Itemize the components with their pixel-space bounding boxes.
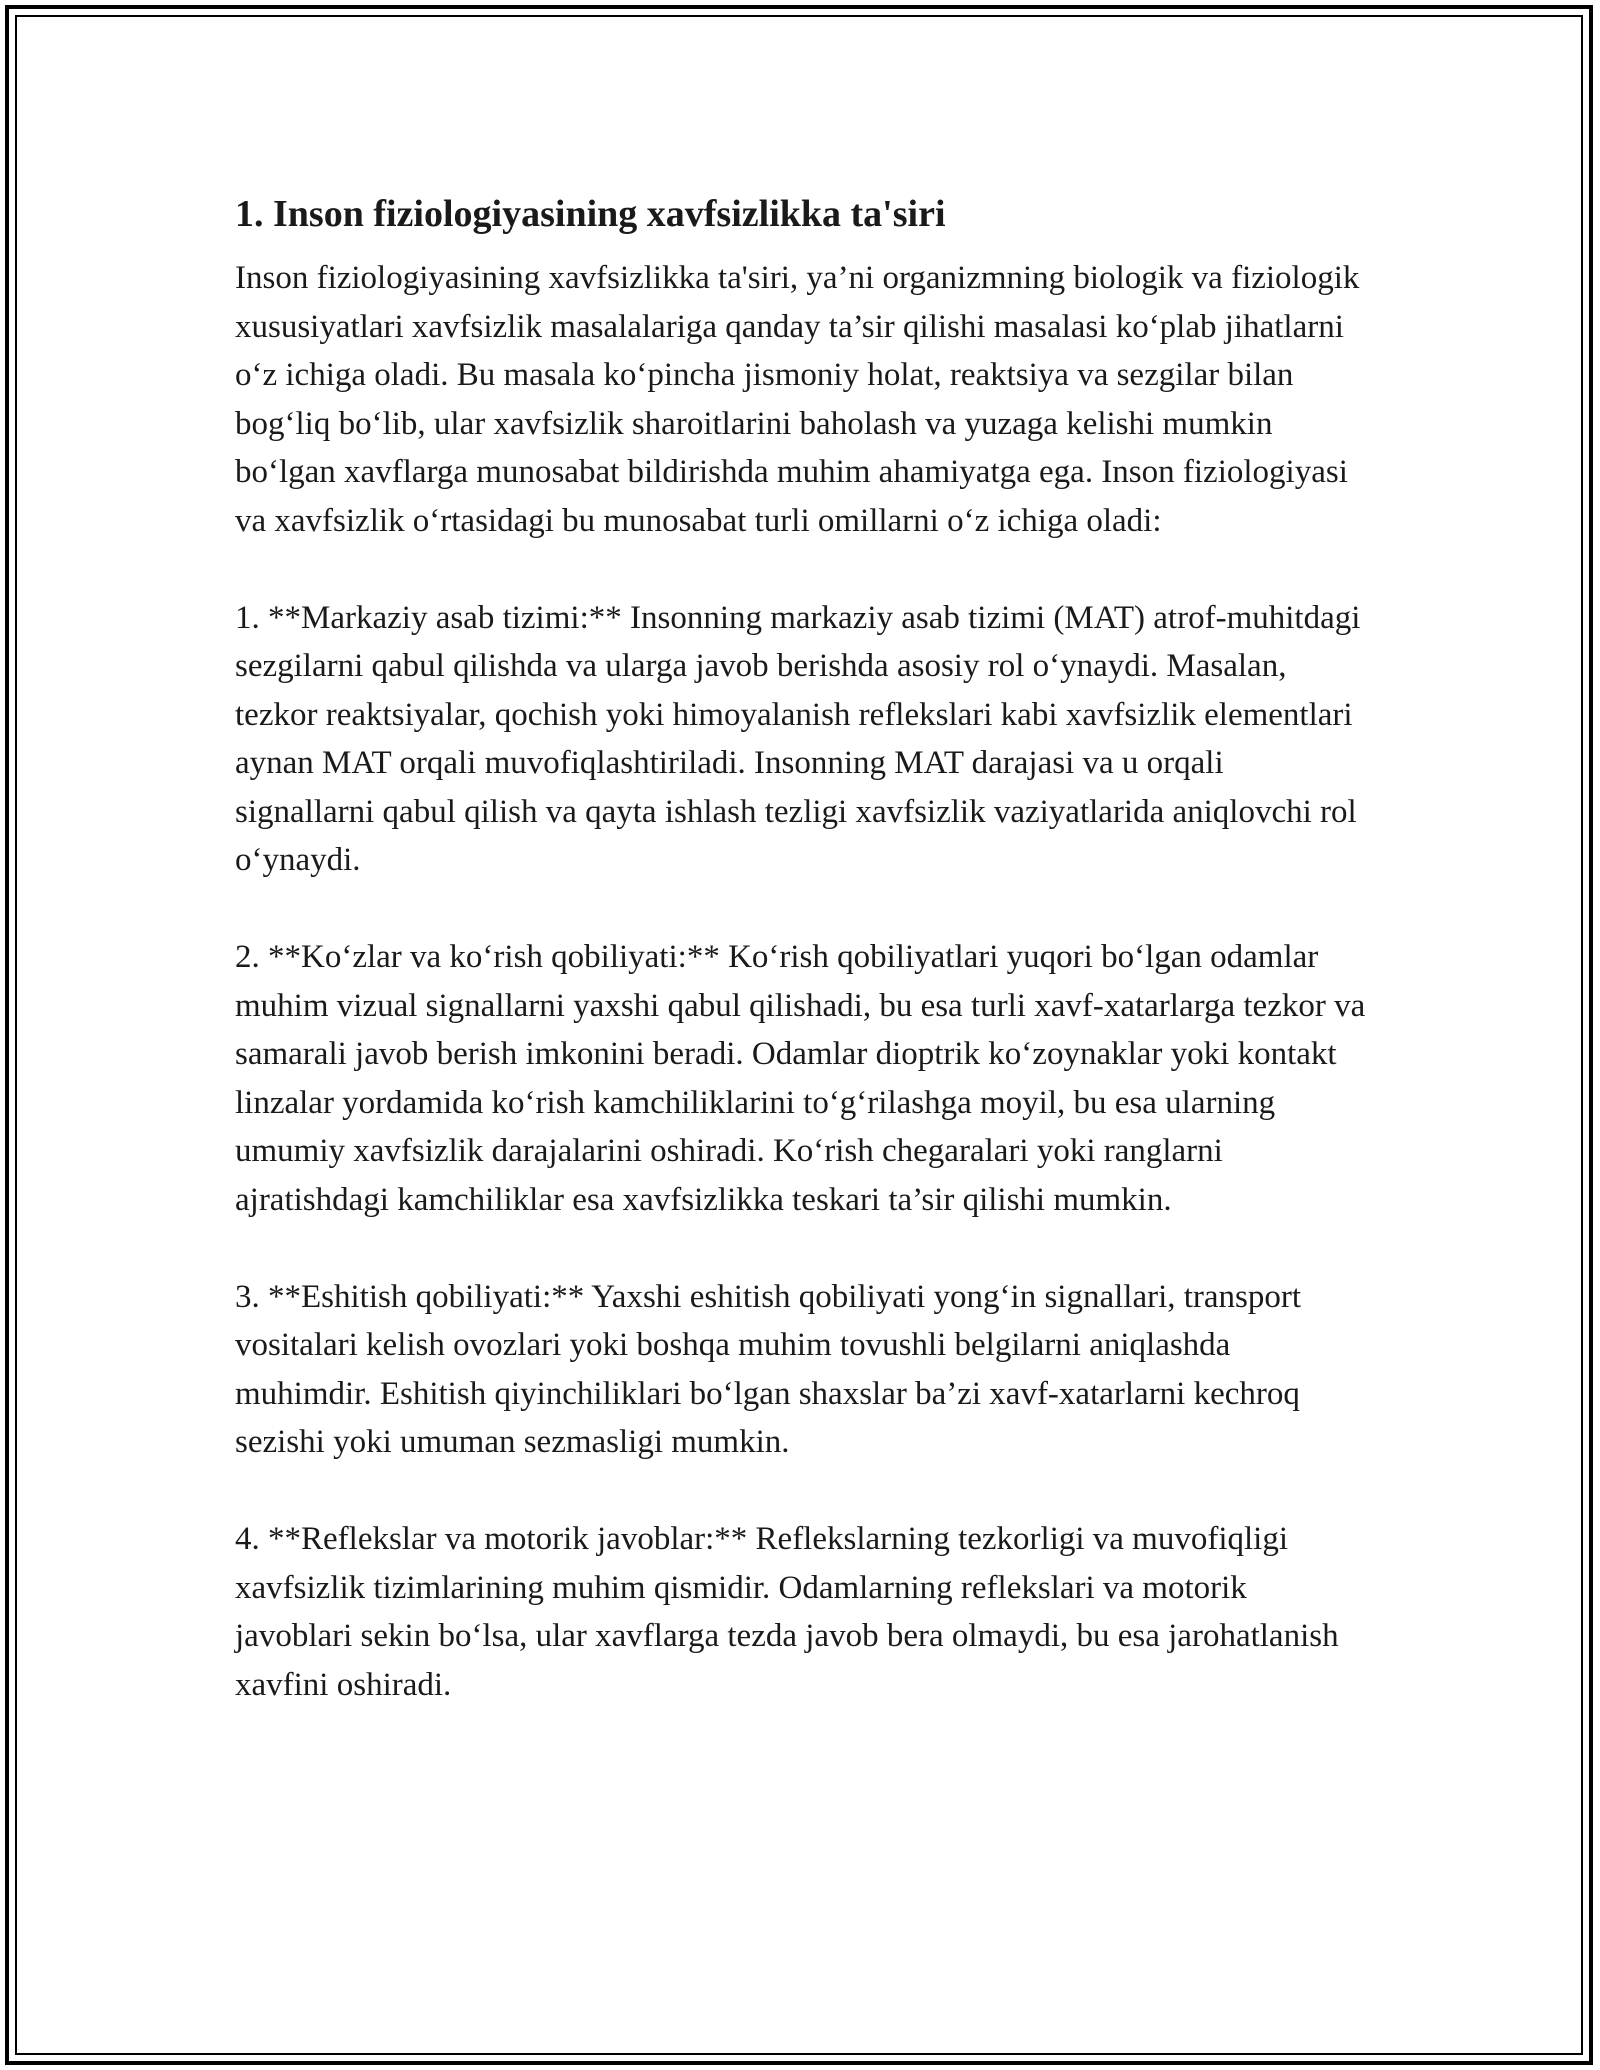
- list-item-central-nervous-system: 1. **Markaziy asab tizimi:** Insonning markaziy asab tizimi (MAT) atrof-muhitdagi sezgilarni qabul qilishda va ularga javob berishda asosiy rol o‘ynaydi. Masalan, tezkor reaktsiyalar, qochish yoki himoyalanish reflekslari kabi xavfsizlik elementlari aynan MAT orqali muvofiqlashtiriladi. Insonning MAT darajasi va u orqali signallarni qabul qilish va qayta ishlash tezligi xavfsizlik vaziyatlarida aniqlovchi rol o‘ynaydi.: [235, 599, 1361, 878]
- section-heading: 1. Inson fiziologiyasining xavfsizlikka ta'siri: [235, 193, 946, 235]
- list-item-hearing: 3. **Eshitish qobiliyati:** Yaxshi eshitish qobiliyati yong‘in signallari, transport vositalari kelish ovozlari yoki boshqa muhim tovushli belgilarni aniqlashda muhimdir. Eshitish qiyinchiliklari bo‘lgan shaxslar ba’zi xavf-xatarlarni kechroq sezishi yoki umuman sezmasligi mumkin.: [235, 1278, 1302, 1460]
- list-item-vision: 2. **Ko‘zlar va ko‘rish qobiliyati:** Ko‘rish qobiliyatlari yuqori bo‘lgan odamlar muhim vizual signallarni yaxshi qabul qilishadi, bu esa turli xavf-xatarlarga tezkor va samarali javob berish imkonini beradi. Odamlar dioptrik ko‘zoynaklar yoki kontakt linzalar yordamida ko‘rish kamchiliklarini to‘g‘rilashga moyil, bu esa ularning umumiy xavfsizlik darajalarini oshiradi. Ko‘rish chegaralari yoki ranglarni ajratishdagi kamchiliklar esa xavfsizlikka teskari ta’sir qilishi mumkin.: [235, 939, 1366, 1218]
- intro-paragraph: Inson fiziologiyasining xavfsizlikka ta'siri, ya’ni organizmning biologik va fiziologik xususiyatlari xavfsizlik masalalariga qanday ta’sir qilishi masalasi ko‘plab jihatlarni o‘z ichiga oladi. Bu masala ko‘pincha jismoniy holat, reaktsiya va sezgilar bilan bog‘liq bo‘lib, ular xavfsizlik sharoitlarini baholash va yuzaga kelishi mumkin bo‘lgan xavflarga munosabat bildirishda muhim ahamiyatga ega. Inson fiziologiyasi va xavfsizlik o‘rtasidagi bu munosabat turli omillarni o‘z ichiga oladi:: [235, 260, 1360, 539]
- document-body: [235, 190, 1370, 1758]
- list-item-reflexes: 4. **Reflekslar va motorik javoblar:** Reflekslarning tezkorligi va muvofiqligi xavfsizlik tizimlarining muhim qismidir. Odamlarning reflekslari va motorik javoblari sekin bo‘lsa, ular xavflarga tezda javob bera olmaydi, bu esa jarohatlanish xavfini oshiradi.: [235, 1521, 1339, 1703]
